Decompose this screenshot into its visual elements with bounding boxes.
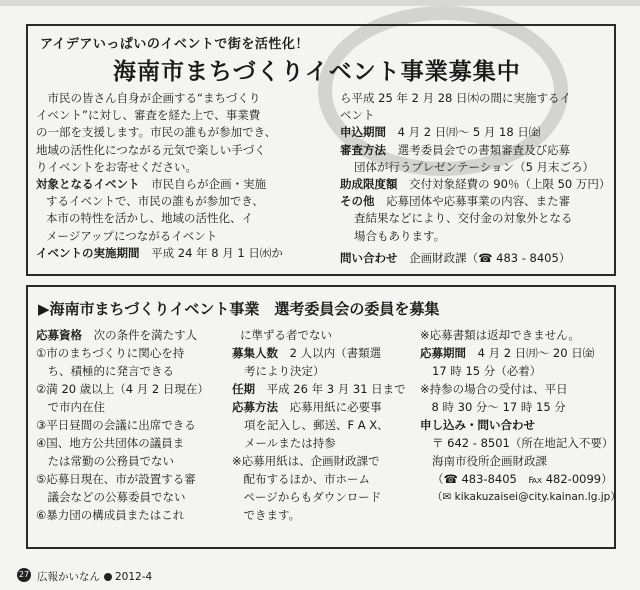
target-text: 市民自らが企画・実施 <box>151 177 267 192</box>
condition-line: ②満 20 歳以上（4 月 2 日現在） <box>36 382 209 396</box>
term-label: 任期 <box>232 382 255 396</box>
recruit-cont: 考により決定） <box>244 364 325 378</box>
period-row <box>420 344 621 362</box>
other-label: その他 <box>340 194 375 209</box>
apply-row <box>340 124 610 141</box>
intro-line: 地域の活性化につながる元気で楽しい手づく <box>36 142 266 157</box>
bring-note-line: 8 時 30 分～ 17 時 15 分 <box>420 400 566 414</box>
period-cont-line: ベント <box>340 108 375 123</box>
condition-line: ④国、地方公共団体の議員ま <box>36 436 185 450</box>
recruitment-column <box>232 326 406 524</box>
bring-note-line: ※持参の場合の受付は、平日 <box>420 382 568 396</box>
other-line: 査結果などにより、交付金の対象外となる <box>354 211 573 226</box>
target-label: 対象となるイベント <box>36 177 140 192</box>
condition-line: ⑥暴力団の構成員またはこれ <box>36 508 185 522</box>
method-line: メールまたは持参 <box>244 436 336 450</box>
grant-label: 助成限度額 <box>340 177 398 192</box>
recruit-label: 募集人数 <box>232 346 278 360</box>
contact-label: 問い合わせ <box>340 250 398 265</box>
condition-line: ⑤応募日現在、市が設置する審 <box>36 472 196 486</box>
qualification-label: 応募資格 <box>36 328 82 342</box>
application-column <box>420 326 621 506</box>
intro-line: りイベントをお寄せください。 <box>36 159 197 174</box>
other-line: 場合もあります。 <box>354 228 446 243</box>
review-text: 選考委員会での書類審査及び応募 <box>397 142 571 157</box>
condition-line: 議会などの公募委員でない <box>36 490 186 504</box>
period-text: 4 月 2 日㈪～ 20 日㈮ <box>477 346 595 360</box>
tel-fax: （☎ 483-8405 ℻ 482-0099） <box>432 472 613 486</box>
event-period-text: 平成 24 年 8 月 1 日㈬か <box>151 245 283 260</box>
intro-line: の一部を支援します。市民の誰もが参加でき、 <box>36 125 277 140</box>
notice-kicker: アイデアいっぱいのイベントで街を活性化！ <box>40 37 309 52</box>
other-text: 応募団体や応募事業の内容、また審 <box>386 194 571 209</box>
return-note: ※応募書類は返却できません。 <box>420 328 580 342</box>
form-note-line: できます。 <box>232 508 301 522</box>
committee-heading: ▶海南市まちづくりイベント事業 選考委員会の委員を募集 <box>38 300 440 318</box>
event-period-row <box>36 245 283 262</box>
apply-label: 申込期間 <box>340 125 386 140</box>
details-column <box>340 90 610 267</box>
method-row <box>232 398 406 416</box>
period-cont-line: ら平成 25 年 2 月 28 日㈭の間に実施するイ <box>340 91 572 105</box>
term-text: 平成 26 年 3 月 31 日まで <box>266 382 406 396</box>
contact-text: 企画財政課（☎ 483 - 8405） <box>409 250 571 265</box>
contact-label: 申し込み・問い合わせ <box>420 418 535 432</box>
target-line: 本市の特性を活かし、地域の活性化、イ <box>46 211 253 226</box>
method-line: 項を記入し、郵送、F A X、 <box>244 418 389 432</box>
publication-name: 広報かいなん <box>37 571 100 583</box>
page-top-rule <box>0 0 640 6</box>
postal-address: 〒 642 - 8501（所在地記入不要） <box>432 436 614 450</box>
form-note-line: ページからもダウンロード <box>232 490 382 504</box>
term-row <box>232 380 406 398</box>
grant-row <box>340 176 610 193</box>
qualification-row <box>36 326 209 344</box>
review-line: 団体が行うプレゼンテーション（5 月末ごろ） <box>354 159 595 174</box>
page-number: 27 <box>17 568 31 582</box>
footer-publication <box>37 569 152 584</box>
condition-line: たは常勤の公務員でない <box>36 454 174 468</box>
notice-title: 海南市まちづくりイベント事業募集中 <box>113 59 521 85</box>
grant-text: 交付対象経費の 90％（上限 50 万円） <box>409 177 611 192</box>
condition-line: に準ずる者でない <box>240 328 332 342</box>
issue-date: 2012-4 <box>115 571 153 583</box>
office-name: 海南市役所企画財政課 <box>432 454 547 468</box>
apply-text: 4 月 2 日㈪～ 5 月 18 日㈮ <box>397 125 541 140</box>
qualification-column <box>36 326 209 524</box>
method-text: 応募用紙に必要事 <box>289 400 382 414</box>
contact-row <box>340 250 610 267</box>
intro-line: 市民の皆さん自身が企画する“まちづくり <box>36 91 261 105</box>
review-row <box>340 142 610 159</box>
condition-line: ③平日昼間の会議に出席できる <box>36 418 196 432</box>
recruit-text: 2 人以内（書類選 <box>289 346 382 360</box>
other-row <box>340 193 610 210</box>
qualification-text: 次の条件を満たす人 <box>93 328 198 342</box>
intro-line: イベント”に対し、審査を経た上で、事業費 <box>36 108 261 123</box>
target-line: メージアップにつながるイベント <box>46 228 218 243</box>
target-line: するイベントで、市民の誰もが参加でき、 <box>46 194 264 209</box>
review-label: 審査方法 <box>340 142 386 157</box>
intro-paragraph <box>36 90 283 262</box>
event-period-label: イベントの実施期間 <box>36 245 140 260</box>
condition-line: ち、積極的に発言できる <box>36 364 174 378</box>
target-row <box>36 176 283 193</box>
form-note-line: 配布するほか、市ホーム <box>232 472 370 486</box>
recruit-row <box>232 344 406 362</box>
method-label: 応募方法 <box>232 400 278 414</box>
email-address: （✉ kikakuzaisei@city.kainan.lg.jp） <box>432 491 621 503</box>
condition-line: で市内在住 <box>36 400 105 414</box>
form-note-line: ※応募用紙は、企画財政課で <box>232 454 380 468</box>
condition-line: ①市のまちづくりに関心を持 <box>36 346 185 360</box>
bullet-dot <box>104 573 112 581</box>
period-label: 応募期間 <box>420 346 466 360</box>
period-cont: 17 時 15 分（必着） <box>432 364 542 378</box>
